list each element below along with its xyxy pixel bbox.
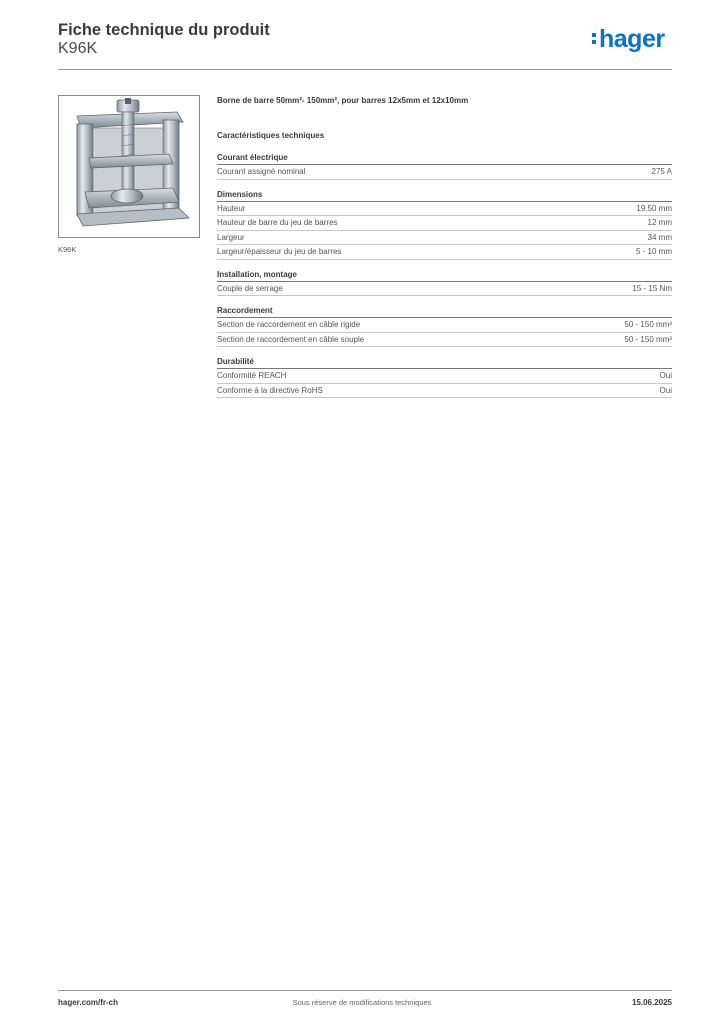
spec-label: Section de raccordement en câble souple [217,334,365,344]
specifications [217,95,672,398]
spec-row [217,165,672,180]
spec-section-title: Installation, montage [217,269,672,282]
spec-label: Conformité REACH [217,371,287,380]
spec-section-title: Dimensions [217,189,672,202]
busbar-terminal-image [59,96,199,237]
spec-section [217,305,672,347]
spec-label: Hauteur [217,203,246,213]
product-image [58,95,200,238]
spec-value: 12 mm [647,218,672,227]
spec-value: 50 - 150 mm² [624,320,672,329]
spec-value: Oui [659,371,672,380]
spec-label: Couple de serrage [217,283,283,293]
spec-row [217,245,672,260]
spec-row [217,231,672,246]
spec-row [217,384,672,399]
spec-label: Section de raccordement en câble rigide [217,320,361,329]
footer-divider [58,990,672,991]
product-description: Borne de barre 50mm²- 150mm², pour barres 12x5mm et 12x10mm [217,96,469,105]
tech-heading: Caractéristiques techniques [217,131,325,140]
hager-logo[interactable] [592,27,665,52]
spec-label: Conforme à la directive RoHS [217,385,323,395]
header-divider [58,69,672,70]
spec-value: Oui [659,385,672,395]
spec-section [217,189,672,260]
spec-section-title: Raccordement [217,305,672,318]
spec-value: 5 - 10 mm [635,247,672,256]
spec-row [217,216,672,231]
spec-value: 34 mm [647,232,672,242]
product-code: K96K [58,40,98,57]
spec-row [217,318,672,333]
footer-website-link[interactable]: hager.com/fr-ch [58,998,119,1007]
spec-section [217,356,672,398]
page-title: Fiche technique du produit [58,21,270,39]
spec-row [217,333,672,348]
spec-label: Hauteur de barre du jeu de barres [217,218,338,227]
spec-label: Courant assigné nominal [217,167,306,176]
spec-label: Largeur/épaisseur du jeu de barres [217,247,342,256]
spec-section [217,152,672,180]
spec-section [217,269,672,297]
spec-row [217,282,672,297]
spec-value: 15 - 15 Nm [632,283,672,293]
spec-section-title: Courant électrique [217,152,672,165]
logo-text: hager [599,25,665,53]
footer-disclaimer: Sous réserve de modifications techniques [292,998,432,1007]
spec-value: 50 - 150 mm² [624,334,672,344]
logo-dots-icon [592,27,597,45]
footer-date: 15.06.2025 [631,998,672,1007]
spec-section-title: Durabilité [217,356,672,369]
product-image-caption: K96K [58,245,77,254]
spec-value: 275 A [651,167,672,176]
spec-value: 19.50 mm [636,203,672,213]
spec-label: Largeur [217,232,245,242]
spec-row [217,202,672,217]
spec-row [217,369,672,384]
